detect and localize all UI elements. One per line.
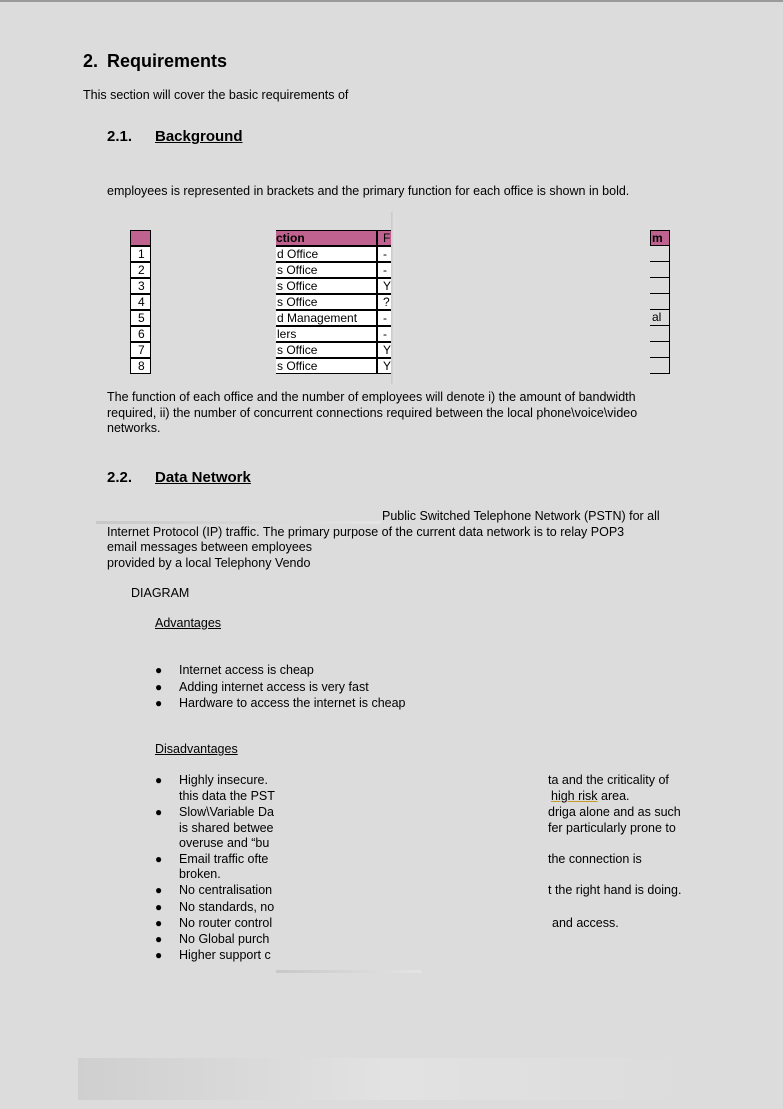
- disadvantage-right: area.: [601, 789, 630, 803]
- redaction-edge: [391, 212, 395, 384]
- disadvantage-left: Slow\Variable Da: [179, 805, 274, 819]
- advantage-item: Hardware to access the internet is cheap: [179, 696, 406, 710]
- page-top-border: [0, 0, 783, 2]
- disadvantage-left: broken.: [179, 867, 221, 881]
- table-row-f: Y: [377, 358, 391, 374]
- disadvantage-left: No centralisation: [179, 883, 273, 897]
- redaction-edge: [96, 521, 381, 524]
- subsection-number-data-network: 2.2.: [107, 469, 133, 486]
- table-row-f: ?: [377, 294, 391, 310]
- table-row-num: 4: [130, 294, 151, 310]
- advantage-item: Internet access is cheap: [179, 663, 314, 677]
- section-title: Requirements: [107, 51, 228, 71]
- table-row-num: 8: [130, 358, 151, 374]
- section-intro: This section will cover the basic requirements of: [83, 88, 349, 102]
- bullet-icon: ●: [155, 916, 163, 930]
- bullet-icon: ●: [155, 680, 163, 694]
- data-network-line-3: email messages between employees: [107, 540, 312, 554]
- disadvantage-left: No Global purch: [179, 932, 270, 946]
- table-row-f: -: [377, 262, 391, 278]
- table-row-function: d Office: [276, 246, 377, 262]
- table-row-right: [650, 326, 670, 342]
- table-header-function: ction: [276, 230, 377, 246]
- table-row-function: s Office: [276, 278, 377, 294]
- table-row-num: 1: [130, 246, 151, 262]
- table-row-function: lers: [276, 326, 377, 342]
- table-header-f: F: [377, 230, 391, 246]
- disadvantage-left: is shared betwee: [179, 821, 274, 835]
- table-row-f: Y: [377, 278, 391, 294]
- table-row-function: s Office: [276, 342, 377, 358]
- table-row-right: al: [650, 310, 670, 326]
- data-network-line-2: Internet Protocol (IP) traffic. The primary purpose of the current data network is to relay POP3: [107, 525, 625, 539]
- table-row-right: [650, 294, 670, 310]
- disadvantage-right: driga alone and as such: [548, 805, 681, 819]
- advantages-heading: Advantages: [155, 616, 222, 630]
- bullet-icon: ●: [155, 852, 163, 866]
- table-row-num: 6: [130, 326, 151, 342]
- bullet-icon: ●: [155, 805, 163, 819]
- table-row-function: d Management: [276, 310, 377, 326]
- table-header-right: m: [650, 230, 670, 246]
- bullet-icon: ●: [155, 900, 163, 914]
- table-row-num: 7: [130, 342, 151, 358]
- footer-band: [78, 1058, 698, 1100]
- table-header-num: [130, 230, 151, 246]
- bullet-icon: ●: [155, 932, 163, 946]
- table-row-function: s Office: [276, 262, 377, 278]
- data-network-line-4: provided by a local Telephony Vendo: [107, 556, 311, 570]
- table-row-num: 2: [130, 262, 151, 278]
- bullet-icon: ●: [155, 773, 163, 787]
- background-paragraph: employees is represented in brackets and the primary function for each office is shown in bold.: [107, 184, 630, 198]
- section-number: 2.: [83, 51, 99, 71]
- table-row-right: [650, 278, 670, 294]
- redaction-block: [277, 772, 547, 972]
- disadvantage-left: No router control: [179, 916, 273, 930]
- background-after-line-3: networks.: [107, 421, 161, 435]
- background-after-line-1: The function of each office and the number of employees will denote i) the amount of bandwidth: [107, 390, 636, 404]
- bullet-icon: ●: [155, 663, 163, 677]
- redaction-edge: [276, 970, 421, 973]
- subsection-title-background: Background: [155, 128, 243, 145]
- disadvantage-right: the connection is: [548, 852, 642, 866]
- table-row-right: [650, 342, 670, 358]
- bullet-icon: ●: [155, 883, 163, 897]
- bullet-icon: ●: [155, 948, 163, 962]
- subsection-title-data-network: Data Network: [155, 469, 251, 486]
- table-row-f: Y: [377, 342, 391, 358]
- disadvantage-left: No standards, no: [179, 900, 275, 914]
- disadvantage-left: Email traffic ofte: [179, 852, 269, 866]
- advantage-item: Adding internet access is very fast: [179, 680, 369, 694]
- table-row-right: [650, 246, 670, 262]
- table-row-function: s Office: [276, 294, 377, 310]
- disadvantage-left: Highly insecure.: [179, 773, 268, 787]
- disadvantage-right: fer particularly prone to: [548, 821, 676, 835]
- diagram-label: DIAGRAM: [131, 586, 190, 600]
- table-row-num: 5: [130, 310, 151, 326]
- disadvantage-right: ta and the criticality of: [548, 773, 669, 787]
- table-row-f: -: [377, 326, 391, 342]
- disadvantage-left: Higher support c: [179, 948, 271, 962]
- disadvantage-right: and access.: [552, 916, 619, 930]
- disadvantages-heading: Disadvantages: [155, 742, 238, 756]
- background-after-line-2: required, ii) the number of concurrent connections required between the local phone\voice\video: [107, 406, 638, 420]
- table-row-num: 3: [130, 278, 151, 294]
- data-network-line-1: Public Switched Telephone Network (PSTN) for all: [382, 509, 660, 523]
- subsection-number-background: 2.1.: [107, 128, 133, 145]
- table-row-f: -: [377, 310, 391, 326]
- disadvantage-left: this data the PST: [179, 789, 275, 803]
- disadvantage-left: overuse and “bu: [179, 836, 270, 850]
- disadvantage-right-highlight: high risk: [551, 789, 598, 803]
- table-row-f: -: [377, 246, 391, 262]
- bullet-icon: ●: [155, 696, 163, 710]
- table-row-right: [650, 358, 670, 374]
- disadvantage-right: t the right hand is doing.: [548, 883, 682, 897]
- table-row-function: s Office: [276, 358, 377, 374]
- table-row-right: [650, 262, 670, 278]
